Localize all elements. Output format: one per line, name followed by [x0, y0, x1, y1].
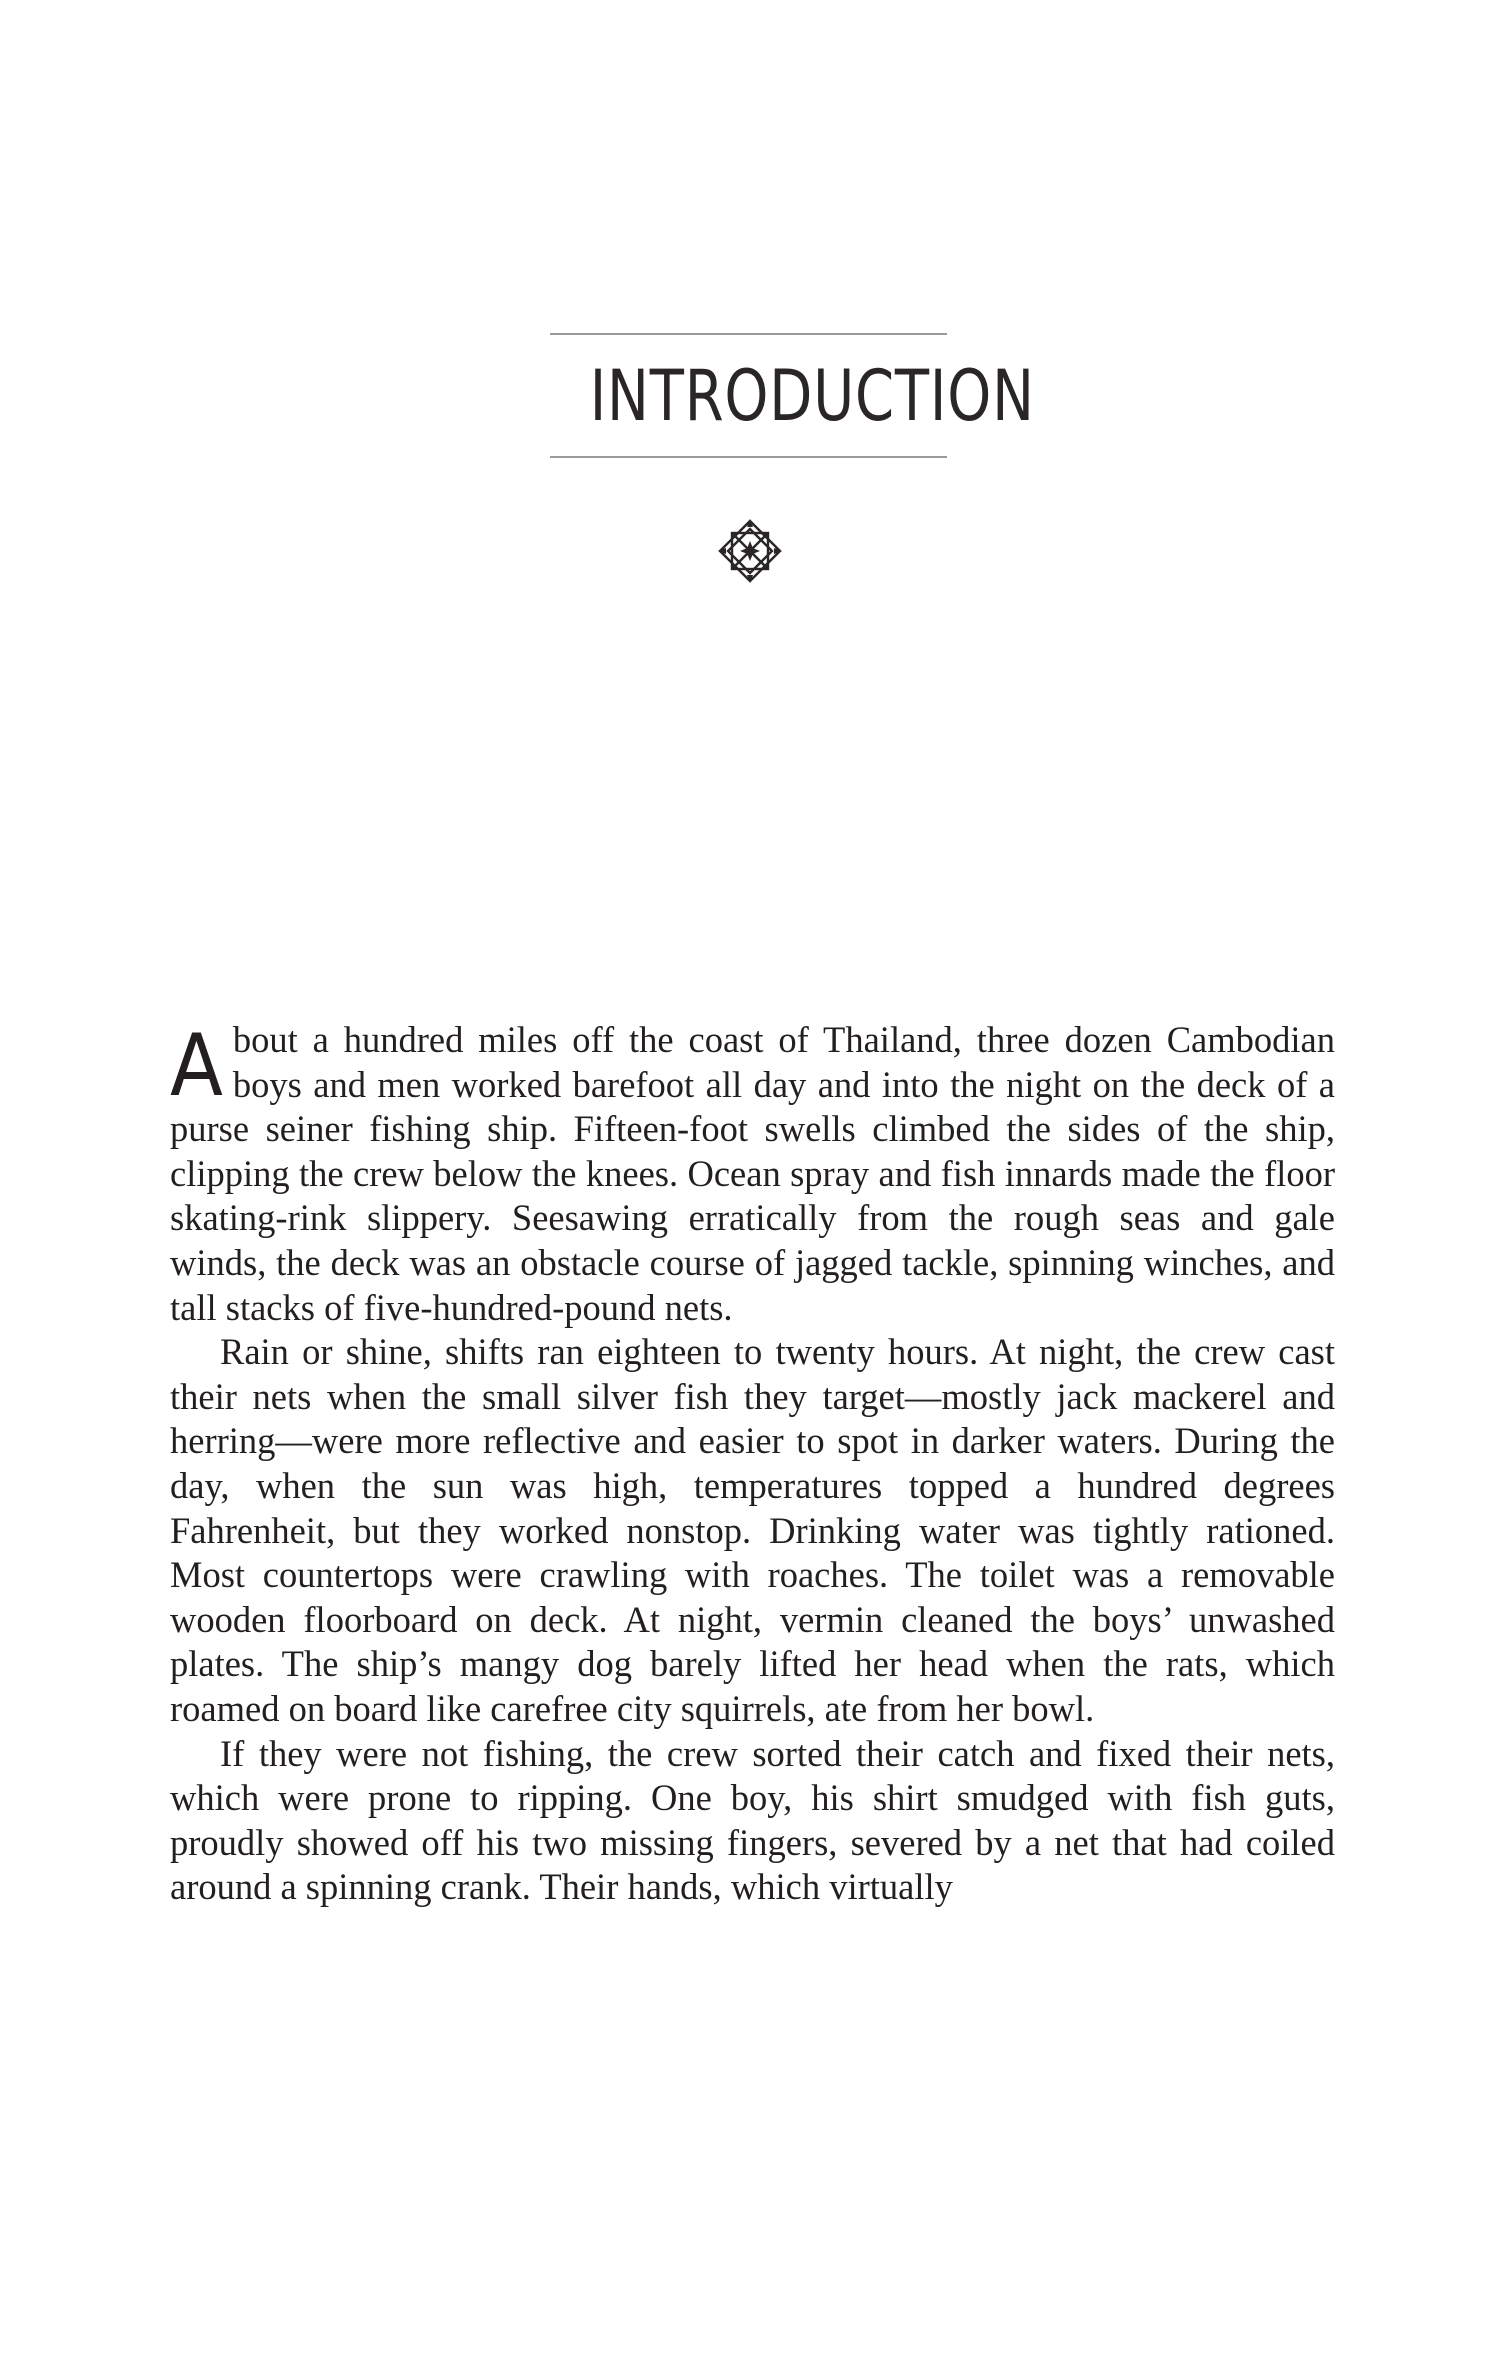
paragraph-1: [170, 1018, 1335, 1330]
paragraph-2: Rain or shine, shifts ran eighteen to twenty hours. At night, the crew cast their nets when the small silver fish they target—mostly jack mackerel and herring—were more reflective and easier to spot in darker waters. During the day, when the sun was high, temperatures topped a hundred degrees Fahrenheit, but they worked nonstop. Drinking water was tightly rationed. Most countertops were crawling with roaches. The toilet was a removable wooden floorboard on deck. At night, vermin cleaned the boys’ unwashed plates. The ship’s mangy dog barely lifted her head when the rats, which roamed on board like carefree city squirrels, ate from her bowl.: [170, 1331, 1335, 1729]
drop-cap: A: [170, 1016, 223, 1116]
title-rule-top: [550, 333, 947, 335]
body-text: [170, 1018, 1335, 1910]
compass-rose-ornament-icon: [718, 519, 782, 583]
paragraph-3: If they were not fishing, the crew sorted their catch and fixed their nets, which were prone to ripping. One boy, his shirt smudged with fish guts, proudly showed off his two missing fingers, severed by a net that had coiled around a spinning crank. Their hands, which virtually: [170, 1732, 1335, 1908]
title-rule-bottom: [550, 456, 947, 458]
paragraph-1-text: bout a hundred miles off the coast of Thailand, three dozen Cambodian boys and men worked barefoot all day and into the night on the deck of a purse seiner fishing ship. Fifteen-foot swells climbed the sides of the ship, clipping the crew below the knees. Ocean spray and fish innards made the floor skating-rink slippery. Seesawing erratically from the rough seas and gale winds, the deck was an obstacle course of jagged tackle, spinning winches, and tall stacks of five-hundred-pound nets.: [170, 1019, 1335, 1328]
chapter-title: INTRODUCTION: [589, 355, 1035, 437]
